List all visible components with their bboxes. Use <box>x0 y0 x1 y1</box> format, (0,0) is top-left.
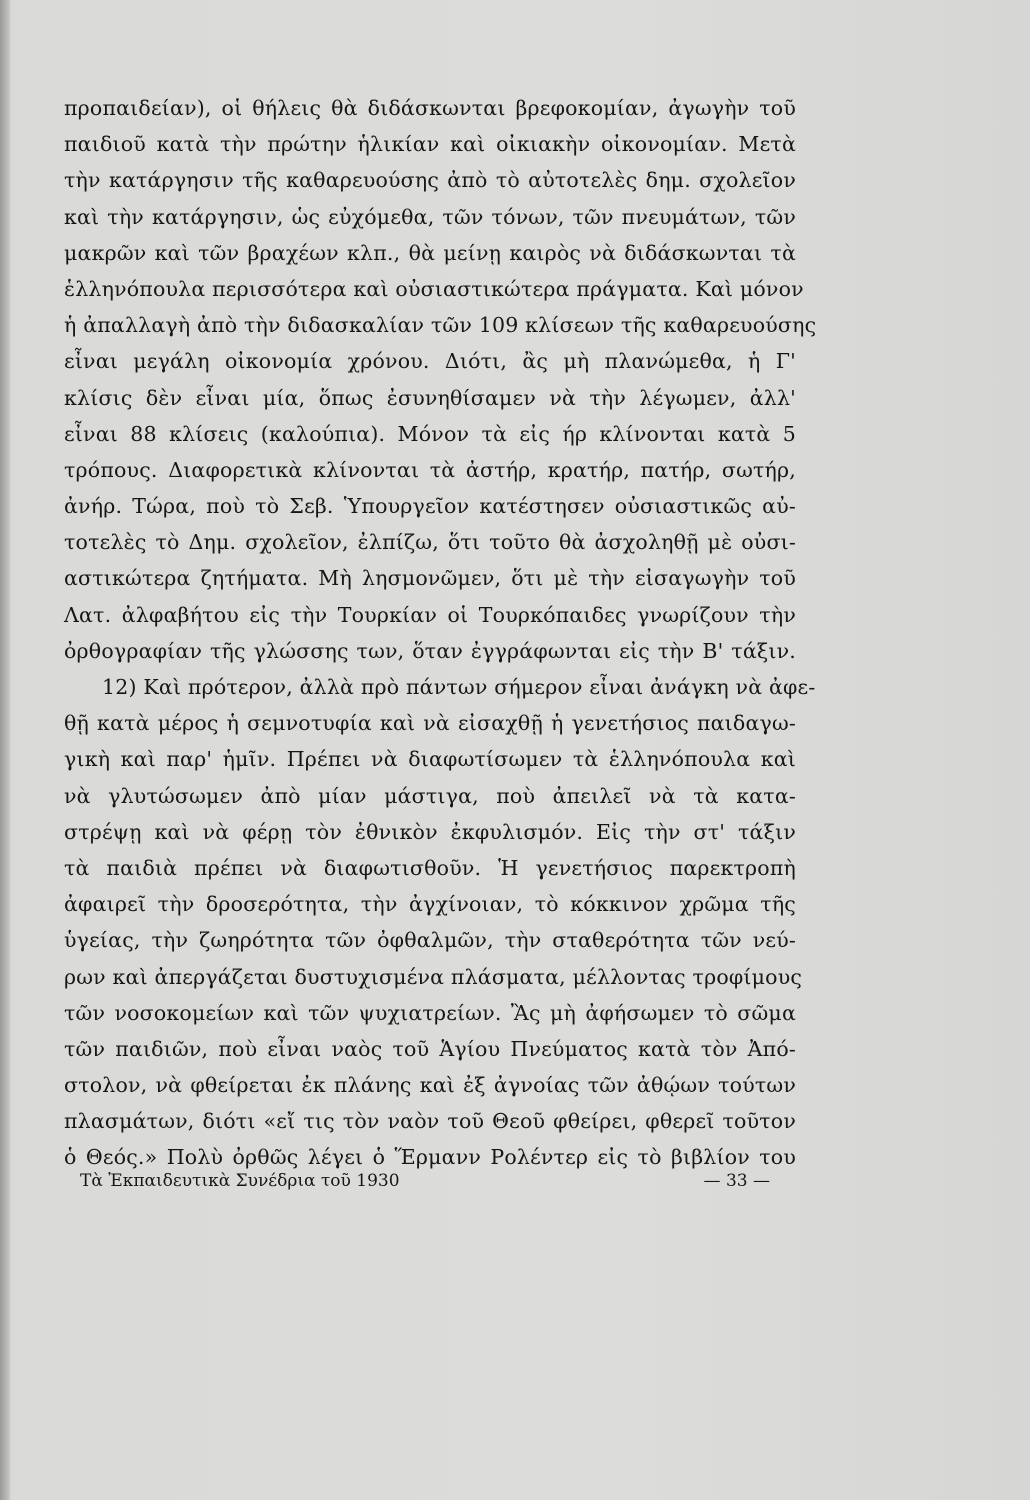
text-line: ἀφαιρεῖ τὴν δροσερότητα, τὴν ἀγχίνοιαν, τὸ κόκκινον χρῶμα τῆς <box>64 892 796 917</box>
paragraph-start-line: 12) Καὶ πρότερον, ἀλλὰ πρὸ πάντων σήμερον εἶναι ἀνάγκη νὰ ἀφε- <box>102 675 816 699</box>
text-line: ὑγείας, τὴν ζωηρότητα τῶν ὀφθαλμῶν, τὴν σταθερότητα τῶν νεύ- <box>64 928 796 953</box>
text-line: νὰ γλυτώσωμεν ἀπὸ μίαν μάστιγα, ποὺ ἀπειλεῖ νὰ τὰ κατα- <box>64 783 796 808</box>
text-line: προπαιδείαν), οἱ θήλεις θὰ διδάσκωνται βρεφοκομίαν, ἀγωγὴν τοῦ <box>64 96 796 120</box>
text-line: καὶ τὴν κατάργησιν, ὡς εὐχόμεθα, τῶν τόνων, τῶν πνευμάτων, τῶν <box>64 204 796 229</box>
text-line: κλίσις δὲν εἶναι μία, ὅπως ἐσυνηθίσαμεν νὰ τὴν λέγωμεν, ἀλλ' <box>64 385 796 410</box>
text-line: ὁ Θεός.» Πολὺ ὀρθῶς λέγει ὁ Ἕρμανν Ρολέντερ εἰς τὸ βιβλίον του <box>64 1145 796 1170</box>
body-text <box>64 90 817 1176</box>
text-line: στολον, νὰ φθείρεται ἐκ πλάνης καὶ ἐξ ἀγνοίας τῶν ἀθῴων τούτων <box>64 1073 796 1098</box>
text-line: Λατ. ἀλφαβήτου εἰς τὴν Τουρκίαν οἱ Τουρκόπαιδες γνωρίζουν τὴν <box>64 602 796 627</box>
text-line: παιδιοῦ κατὰ τὴν πρώτην ἡλικίαν καὶ οἰκιακὴν οἰκονομίαν. Μετὰ <box>64 132 796 157</box>
text-line: ὀρθογραφίαν τῆς γλώσσης των, ὅταν ἐγγράφωνται εἰς τὴν Β' τάξιν. <box>64 638 796 663</box>
text-line: τὴν κατάργησιν τῆς καθαρευούσης ἀπὸ τὸ αὐτοτελὲς δημ. σχολεῖον <box>64 168 796 193</box>
text-line: εἶναι 88 κλίσεις (καλούπια). Μόνον τὰ εἰς ήρ κλίνονται κατὰ 5 <box>64 421 796 446</box>
page-number: — 33 — <box>703 1171 770 1191</box>
text-line: θῇ κατὰ μέρος ἡ σεμνοτυφία καὶ νὰ εἰσαχθῇ ἡ γενετήσιος παιδαγω- <box>64 711 796 736</box>
text-line: μακρῶν καὶ τῶν βραχέων κλπ., θὰ μείνῃ καιρὸς νὰ διδάσκωνται τὰ <box>64 240 796 265</box>
text-line: πλασμάτων, διότι «εἴ τις τὸν ναὸν τοῦ Θεοῦ φθείρει, φθερεῖ τοῦτον <box>64 1109 796 1134</box>
text-line: τῶν παιδιῶν, ποὺ εἶναι ναὸς τοῦ Ἁγίου Πνεύματος κατὰ τὸν Ἀπό- <box>64 1036 796 1061</box>
text-line: τὰ παιδιὰ πρέπει νὰ διαφωτισθοῦν. Ἡ γενετήσιος παρεκτροπὴ <box>64 855 796 880</box>
text-line: τρόπους. Διαφορετικὰ κλίνονται τὰ ἀστήρ, κρατήρ, πατήρ, σωτήρ, <box>64 457 796 482</box>
text-line: ἡ ἀπαλλαγὴ ἀπὸ τὴν διδασκαλίαν τῶν 109 κλίσεων τῆς καθαρευούσης <box>64 313 817 338</box>
text-line: γικὴ καὶ παρ' ἡμῖν. Πρέπει νὰ διαφωτίσωμεν τὰ ἑλληνόπουλα καὶ <box>64 747 796 772</box>
running-title: Τὰ Ἐκπαιδευτικὰ Συνέδρια τοῦ 1930 <box>80 1171 400 1191</box>
page-footer <box>80 1168 770 1194</box>
text-line: στρέψῃ καὶ νὰ φέρῃ τὸν ἐθνικὸν ἐκφυλισμόν. Εἰς τὴν στ' τάξιν <box>64 819 796 844</box>
page-spine-shadow <box>0 0 10 1500</box>
text-line: ἑλληνόπουλα περισσότερα καὶ οὐσιαστικώτερα πράγματα. Καὶ μόνον <box>64 276 804 301</box>
text-line: τοτελὲς τὸ Δημ. σχολεῖον, ἐλπίζω, ὅτι τοῦτο θὰ ἀσχοληθῇ μὲ οὐσι- <box>64 530 796 555</box>
text-line: τῶν νοσοκομείων καὶ τῶν ψυχιατρείων. Ἂς μὴ ἀφήσωμεν τὸ σῶμα <box>64 1000 796 1025</box>
text-line: αστικώτερα ζητήματα. Μὴ λησμονῶμεν, ὅτι μὲ τὴν εἰσαγωγὴν τοῦ <box>64 566 796 591</box>
text-line: εἶναι μεγάλη οἰκονομία χρόνου. Διότι, ἂς μὴ πλανώμεθα, ἡ Γ' <box>64 349 796 374</box>
text-line: ἀνήρ. Τώρα, ποὺ τὸ Σεβ. Ὑπουργεῖον κατέστησεν οὐσιαστικῶς αὐ- <box>64 494 796 519</box>
text-line: ρων καὶ ἀπεργάζεται δυστυχισμένα πλάσματα, μέλλοντας τροφίμους <box>64 964 803 989</box>
